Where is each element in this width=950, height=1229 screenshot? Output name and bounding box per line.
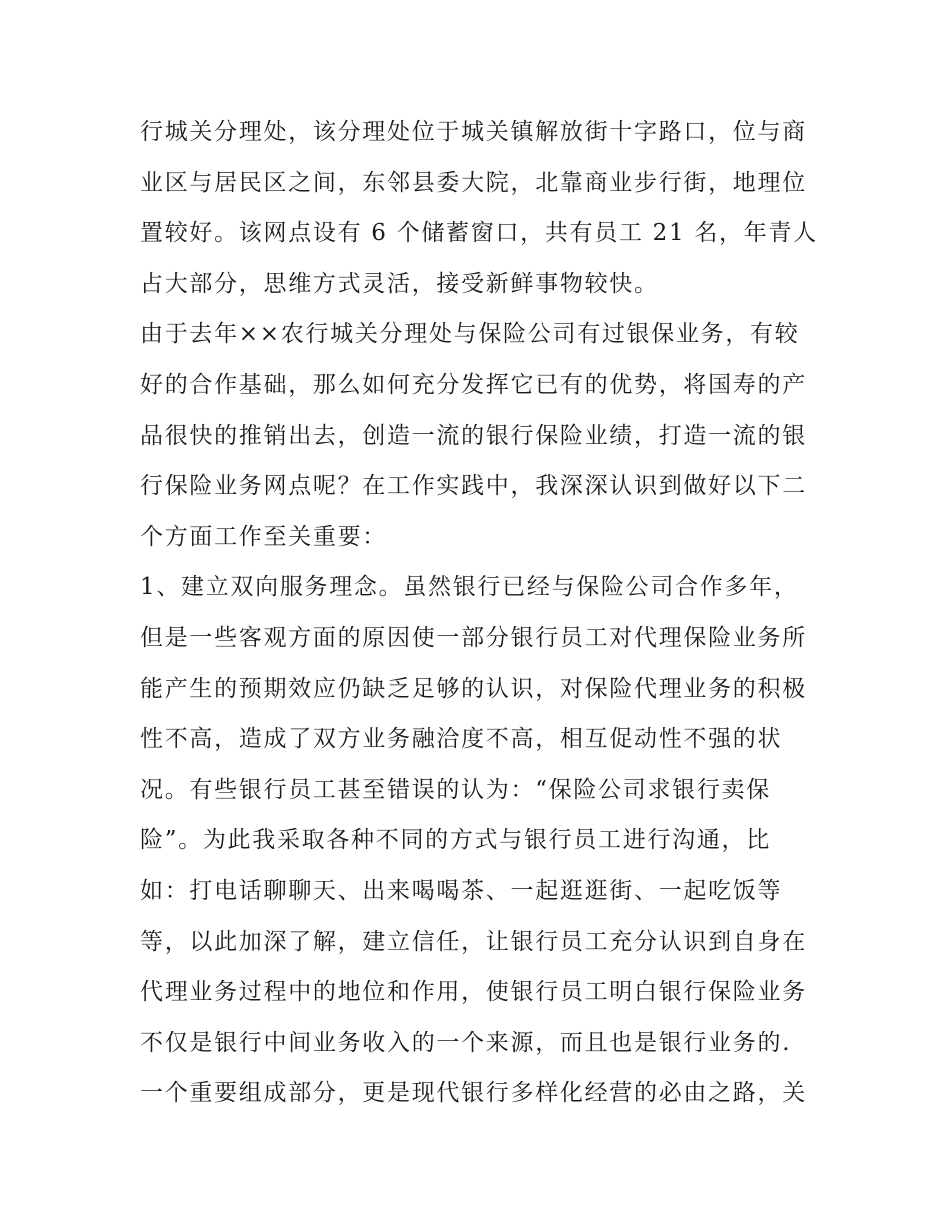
text-line: 行保险业务网点呢？在工作实践中，我深深认识到做好以下二: [140, 473, 807, 500]
text-line: 品很快的推销出去，创造一流的银行保险业绩，打造一流的银: [140, 422, 807, 449]
text-line: 置较好。该网点设有 6 个储蓄窗口，共有员工 21 名，年青人: [140, 220, 818, 247]
document-body: [140, 107, 820, 1119]
text-line: 如：打电话聊聊天、出来喝喝茶、一起逛逛街、一起吃饭等: [140, 877, 783, 904]
text-line: 好的合作基础，那么如何充分发挥它已有的优势，将国寿的产: [140, 371, 807, 398]
text-line: 1、建立双向服务理念。虽然银行已经与保险公司合作多年，: [140, 574, 799, 601]
text-line: 等，以此加深了解，建立信任，让银行员工充分认识到自身在: [140, 928, 807, 955]
text-line: 但是一些客观方面的原因使一部分银行员工对代理保险业务所: [140, 624, 807, 651]
text-line: 性不高，造成了双方业务融洽度不高，相互促动性不强的状: [140, 726, 783, 753]
text-line: 由于去年××农行城关分理处与保险公司有过银保业务，有较: [140, 321, 800, 348]
text-line: 况。有些银行员工甚至错误的认为：“保险公司求银行卖保: [140, 776, 771, 803]
text-line: 个方面工作至关重要：: [140, 523, 387, 550]
text-line: 代理业务过程中的地位和作用，使银行员工明白银行保险业务: [140, 979, 807, 1006]
text-line: 占大部分，思维方式灵活，接受新鲜事物较快。: [140, 270, 659, 297]
text-line: 一个重要组成部分，更是现代银行多样化经营的必由之路，关: [140, 1080, 807, 1107]
text-line: 险”。为此我采取各种不同的方式与银行员工进行沟通，比: [140, 827, 771, 854]
text-line: 行城关分理处，该分理处位于城关镇解放街十字路口，位与商: [140, 119, 807, 145]
text-line: 能产生的预期效应仍缺乏足够的认识，对保险代理业务的积极: [140, 675, 807, 702]
text-line: 不仅是银行中间业务收入的一个来源，而且也是银行业务的.: [140, 1029, 792, 1056]
text-line: 业区与居民区之间，东邻县委大院，北靠商业步行街，地理位: [140, 169, 807, 196]
